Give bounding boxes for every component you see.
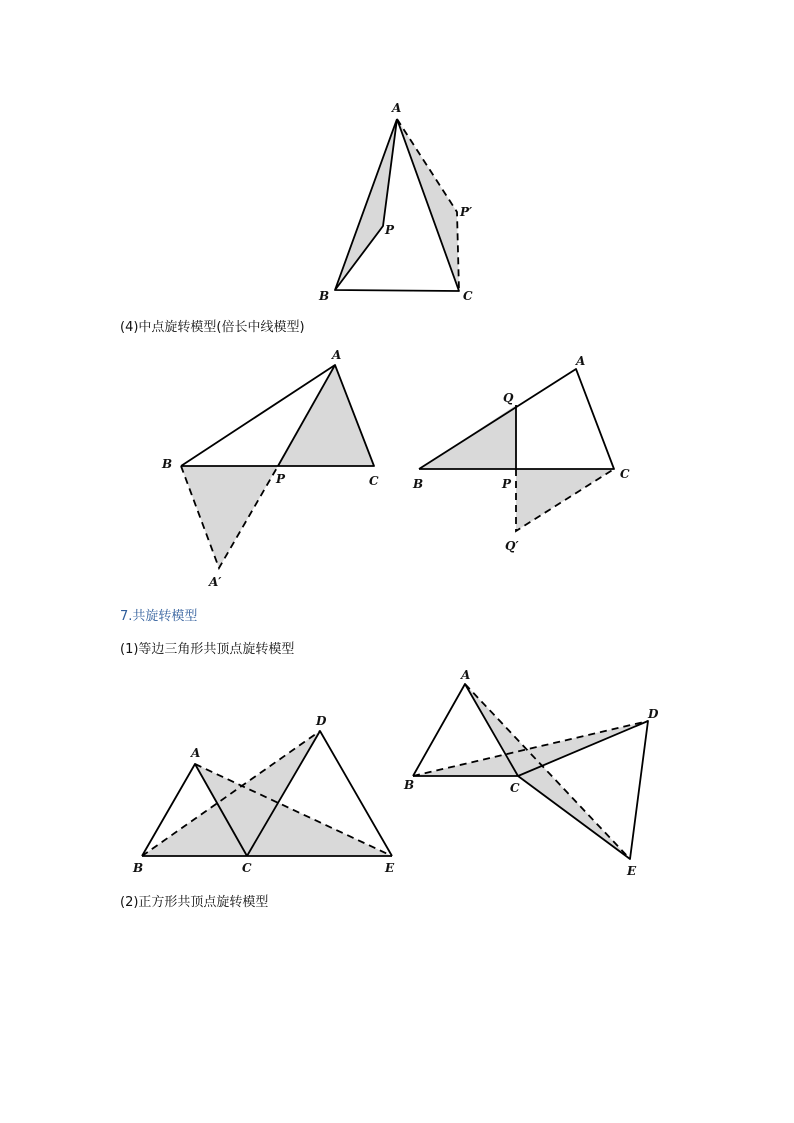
label-p: P [276,472,286,486]
label-c: C [620,467,630,481]
label-b: B [133,861,144,875]
label-a: A [576,354,586,368]
label-b: B [413,477,424,491]
label-a-prime: A′ [209,575,222,589]
label-b: B [404,778,415,792]
caption-equilateral-model: (1)等边三角形共顶点旋转模型 [120,642,295,657]
label-q-prime: Q′ [505,539,519,553]
label-p-prime: P′ [460,205,473,219]
caption-square-model: (2)正方形共顶点旋转模型 [120,895,269,910]
label-p: P [502,477,512,491]
label-e: E [385,861,395,875]
label-a: A [332,348,342,362]
caption-midpoint-rotation-model: (4)中点旋转模型(倍长中线模型) [120,320,305,335]
label-b: B [319,289,330,303]
figure-midpoint-a-prime [161,348,379,589]
label-p: P [385,223,395,237]
label-q: Q [503,391,514,405]
label-c: C [242,861,252,875]
label-a: A [392,101,402,115]
figure-equilateral-collinear [132,714,395,875]
section-heading-co-rotation-model: 7.共旋转模型 [120,609,198,624]
label-e: E [627,864,637,878]
label-b: B [162,457,173,471]
figure-midpoint-q-prime [412,354,630,553]
label-c: C [369,474,379,488]
label-a: A [461,668,471,682]
label-d: D [648,707,659,721]
shaded-triangle-bpa-prime [181,466,278,568]
label-c: C [463,289,473,303]
figure-rotation-p [318,101,473,303]
label-a: A [191,746,201,760]
label-d: D [316,714,327,728]
label-c: C [510,781,520,795]
figure-equilateral-rotated [403,668,659,878]
